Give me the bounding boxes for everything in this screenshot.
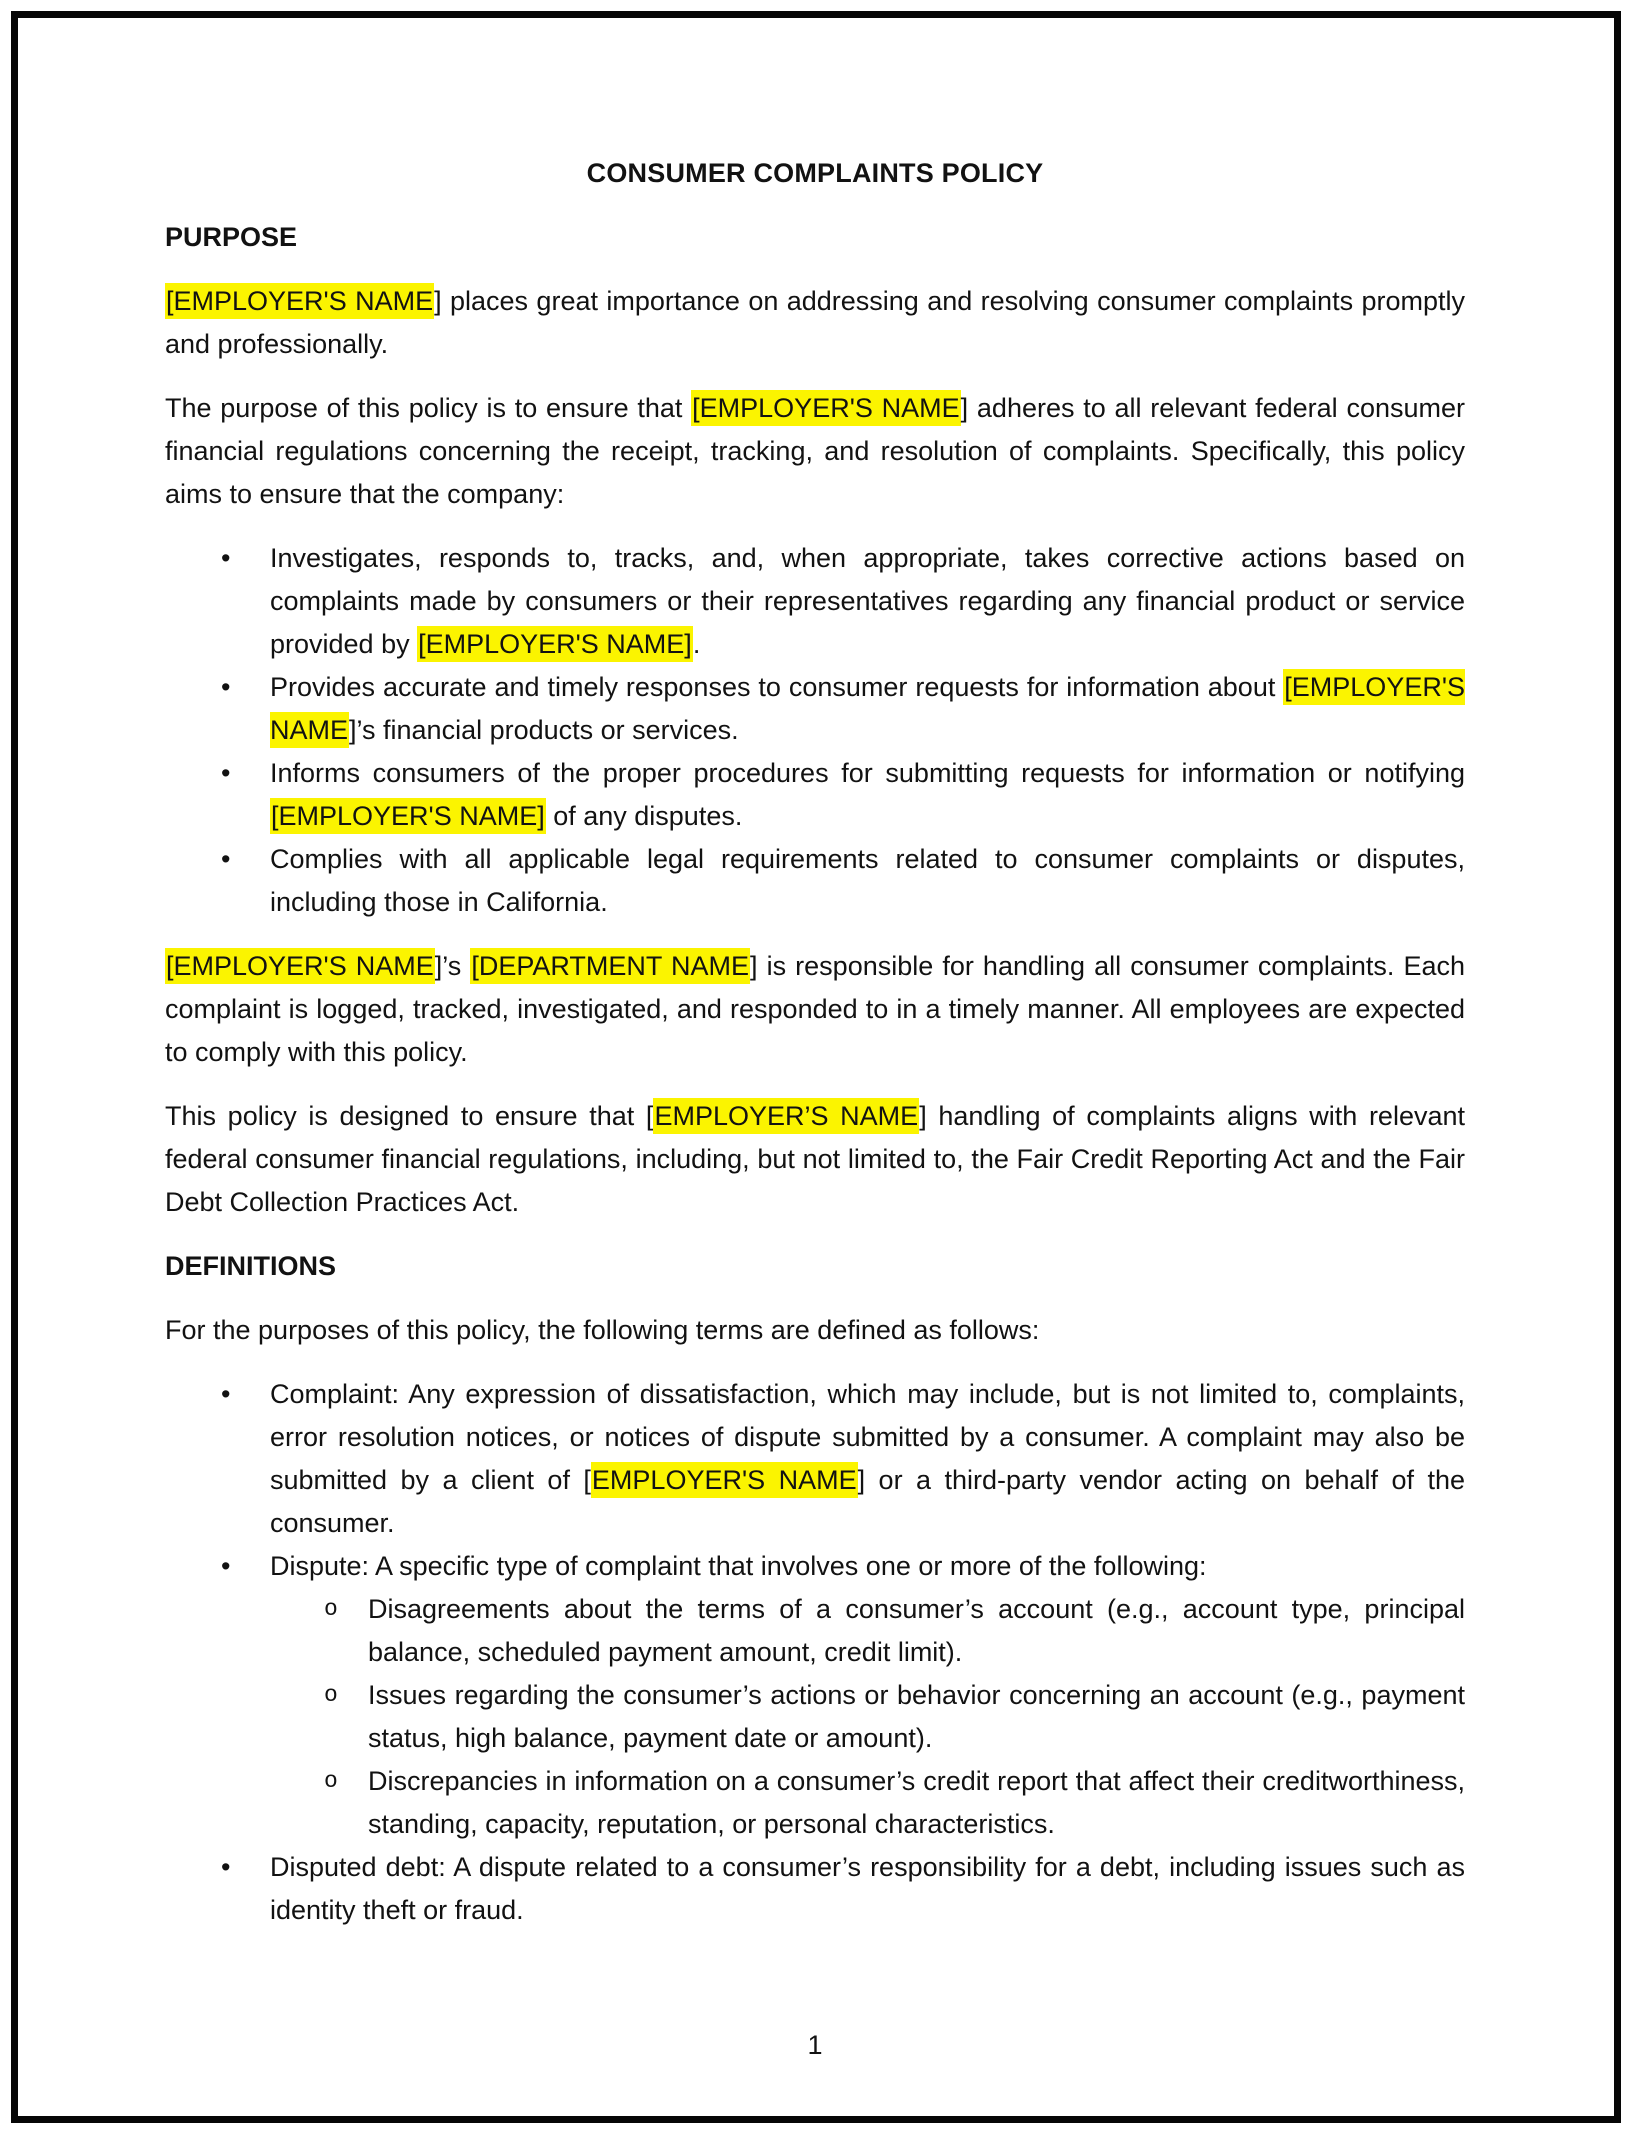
list-item-informs <box>165 752 1465 838</box>
circle-bullet-icon: o <box>324 1682 338 1708</box>
paragraph-text: Complaint: Any expression of dissatisfaction, which may include, but is not limited to, complaints, error resolution notices, or notices of dispute submitted by a consumer. A complaint may also be submitted by a client of [ <box>270 1379 1465 1495</box>
highlight-employer-name: [EMPLOYER'S NAME <box>691 390 960 426</box>
list-item-text: Discrepancies in information on a consumer’s credit report that affect their creditworthiness, standing, capacity, reputation, or personal characteristics. <box>368 1766 1465 1839</box>
list-item-text <box>270 537 1465 666</box>
highlight-employer-name: [EMPLOYER'S NAME <box>165 283 434 319</box>
list-item-text: Dispute: A specific type of complaint that involves one or more of the following: <box>270 1551 1207 1581</box>
list-item-text <box>270 752 1465 838</box>
highlight-employer-name: [EMPLOYER'S NAME] <box>270 798 546 834</box>
bullet-icon: • <box>221 672 231 702</box>
paragraph-text: . <box>692 629 701 659</box>
list-item-text <box>270 666 1465 752</box>
bullet-icon: • <box>221 1551 231 1581</box>
highlight-employer-name: EMPLOYER’S NAME <box>653 1098 919 1134</box>
paragraph-text: ]’s financial products or services. <box>349 715 739 745</box>
list-item-complies <box>165 838 1465 924</box>
purpose-bullet-list <box>165 537 1465 924</box>
paragraph-text: ] adheres to all relevant federal consumer financial regulations concerning the receipt, tracking, and resolution of complaints. Specifically, this policy aims to ensure that the company: <box>165 393 1465 509</box>
list-item-text <box>270 838 1465 924</box>
section-heading-purpose: PURPOSE <box>165 222 298 252</box>
definitions-bullet-list <box>165 1373 1465 1932</box>
paragraph-text: The purpose of this policy is to ensure that <box>165 393 692 423</box>
section-heading-definitions: DEFINITIONS <box>165 1251 337 1281</box>
list-item-investigates <box>165 537 1465 666</box>
list-item-provides <box>165 666 1465 752</box>
highlight-department-name: [DEPARTMENT NAME <box>470 948 750 984</box>
bullet-icon: • <box>221 1852 231 1882</box>
highlight-employer-name: [EMPLOYER'S NAME <box>270 669 1465 748</box>
paragraph-text: ]’s <box>434 951 471 981</box>
paragraph-text: Investigates, responds to, tracks, and, when appropriate, takes corrective actions based on complaints made by consumers or their representatives regarding any financial product or service provided by <box>270 543 1465 659</box>
paragraph-text: ] or a third-party vendor acting on behalf of the consumer. <box>270 1465 1465 1538</box>
list-item-discrepancies <box>165 1760 1465 1846</box>
paragraph-purpose-2 <box>165 387 1465 516</box>
list-item-issues <box>165 1674 1465 1760</box>
paragraph-text: ] places great importance on addressing and resolving consumer complaints promptly and professionally. <box>165 286 1465 359</box>
highlight-employer-name: EMPLOYER'S NAME <box>591 1462 858 1498</box>
list-item-text: Disputed debt: A dispute related to a consumer’s responsibility for a debt, including issues such as identity theft or fraud. <box>270 1852 1465 1925</box>
paragraph-text: Complies with all applicable legal requirements related to consumer complaints or disputes, including those in California. <box>270 844 1465 917</box>
highlight-employer-name: [EMPLOYER'S NAME] <box>417 626 693 662</box>
bullet-icon: • <box>221 758 231 788</box>
bullet-icon: • <box>221 543 231 573</box>
bullet-icon: • <box>221 844 231 874</box>
circle-bullet-icon: o <box>324 1596 338 1622</box>
circle-bullet-icon: o <box>324 1768 338 1794</box>
list-item-text <box>270 1373 1465 1545</box>
page-number: 1 <box>807 2030 823 2060</box>
highlight-employer-name: [EMPLOYER'S NAME <box>165 948 435 984</box>
paragraph-text: ] handling of complaints aligns with relevant federal consumer financial regulations, including, but not limited to, the Fair Credit Reporting Act and the Fair Debt Collection Practices Act. <box>165 1101 1465 1217</box>
paragraph-policy-design <box>165 1095 1465 1224</box>
paragraph-definitions-intro: For the purposes of this policy, the following terms are defined as follows: <box>165 1315 1040 1345</box>
list-item-dispute <box>165 1545 1465 1588</box>
document-title: CONSUMER COMPLAINTS POLICY <box>586 158 1044 188</box>
list-item-disputed-debt <box>165 1846 1465 1932</box>
paragraph-text: Informs consumers of the proper procedures for submitting requests for information or notifying <box>270 758 1465 788</box>
paragraph-text: ] is responsible for handling all consumer complaints. Each complaint is logged, tracked, investigated, and responded to in a timely manner. All employees are expected to comply with this policy. <box>165 951 1465 1067</box>
paragraph-text: Provides accurate and timely responses to consumer requests for information about <box>270 672 1284 702</box>
list-item-disagreements <box>165 1588 1465 1674</box>
paragraph-text: of any disputes. <box>545 801 743 831</box>
list-item-complaint <box>165 1373 1465 1545</box>
paragraph-purpose-1 <box>165 280 1465 366</box>
bullet-icon: • <box>221 1379 231 1409</box>
list-item-text: Disagreements about the terms of a consumer’s account (e.g., account type, principal balance, scheduled payment amount, credit limit). <box>368 1594 1465 1667</box>
paragraph-responsibility <box>165 945 1465 1074</box>
paragraph-text: This policy is designed to ensure that [ <box>165 1101 654 1131</box>
list-item-text: Issues regarding the consumer’s actions or behavior concerning an account (e.g., payment status, high balance, payment date or amount). <box>368 1680 1465 1753</box>
